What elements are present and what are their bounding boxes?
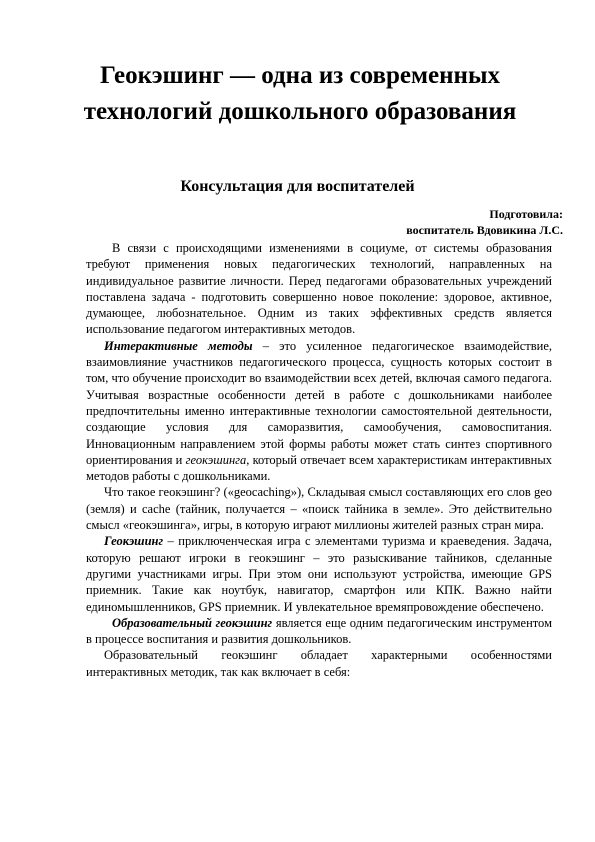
paragraph-educational-geocaching — [86, 615, 552, 648]
paragraph-intro: В связи с происходящими изменениями в социуме, от системы образования требуют применения новых педагогических технологий, направленных на индивидуальное развитие личности. Перед педагогами образовательных учреждений поставлена задача - подготовить совершенно новое поколение: здоровое, активное, думающее, любознательное. Одним из таких эффективных средств является использование педагогом интерактивных методов. — [86, 241, 552, 337]
term-educational-geocaching: Образовательный геокэшинг — [112, 615, 273, 630]
paragraph-interactive-methods-text-a: – это усиленное педагогическое взаимодействие, взаимовлияние участников педагогического процесса, сущность которых состоит в том, что обучение происходит во взаимодействии всех детей, включая самого педагога. Учитывая возрастные особенности детей в работе с дошкольниками наиболее предпочтительны именно интерактивные технологии самостоятельной деятельности, создающие условия для саморазвития, самообучения, самовоспитания. Инновационным направлением этой формы работы может стать синтез спортивного ориентирования и — [86, 338, 552, 467]
paragraph-features: Образовательный геокэшинг обладает характерными особенностями интерактивных методик, так как включает в себя: — [86, 648, 552, 679]
author-name: воспитатель Вдовикина Л.С. — [406, 223, 563, 237]
term-geocaching-inline: геокэшинга — [185, 452, 247, 467]
paragraph-interactive-methods-text-b: , который отвечает всем характеристикам интерактивных методов работы с дошкольниками. — [86, 452, 552, 484]
document-title: Геокэшинг — одна из современных технологий дошкольного образования — [83, 62, 517, 125]
term-interactive-methods: Интерактивные методы — [104, 338, 253, 353]
author-block — [406, 206, 563, 238]
paragraph-what-is-geocaching: Что такое геокэшинг? («geocaching»), Складывая смысл составляющих его слов geo (земля) и cache (тайник, получается – «поиск тайника в земле». Это действительно смысл «геокэшинга», игры, в которую играют миллионы жителей разных стран мира. — [86, 485, 552, 533]
term-geocaching: Геокэшинг — [104, 534, 164, 549]
paragraph-geocaching-definition — [86, 533, 552, 614]
paragraph-educational-geocaching-text: является еще одним педагогическим инструментом в процессе воспитания и развития дошкольников. — [86, 615, 552, 647]
paragraph-interactive-methods — [86, 338, 552, 485]
author-label: Подготовила: — [489, 207, 563, 221]
paragraph-geocaching-definition-text: – приключенческая игра с элементами туризма и краеведения. Задача, которую решают игроки в геокэшинг – это разыскивание тайников, сделанные другими участниками игры. При этом они используют устройства, имеющие GPS приемник. Такие как ноутбук, навигатор, смартфон или КПК. Важно найти единомышленников, GPS приемник. И увлекательное времяпровождение обеспечено. — [86, 534, 552, 614]
document-subtitle: Консультация для воспитателей — [180, 178, 415, 195]
document-body — [86, 240, 552, 680]
